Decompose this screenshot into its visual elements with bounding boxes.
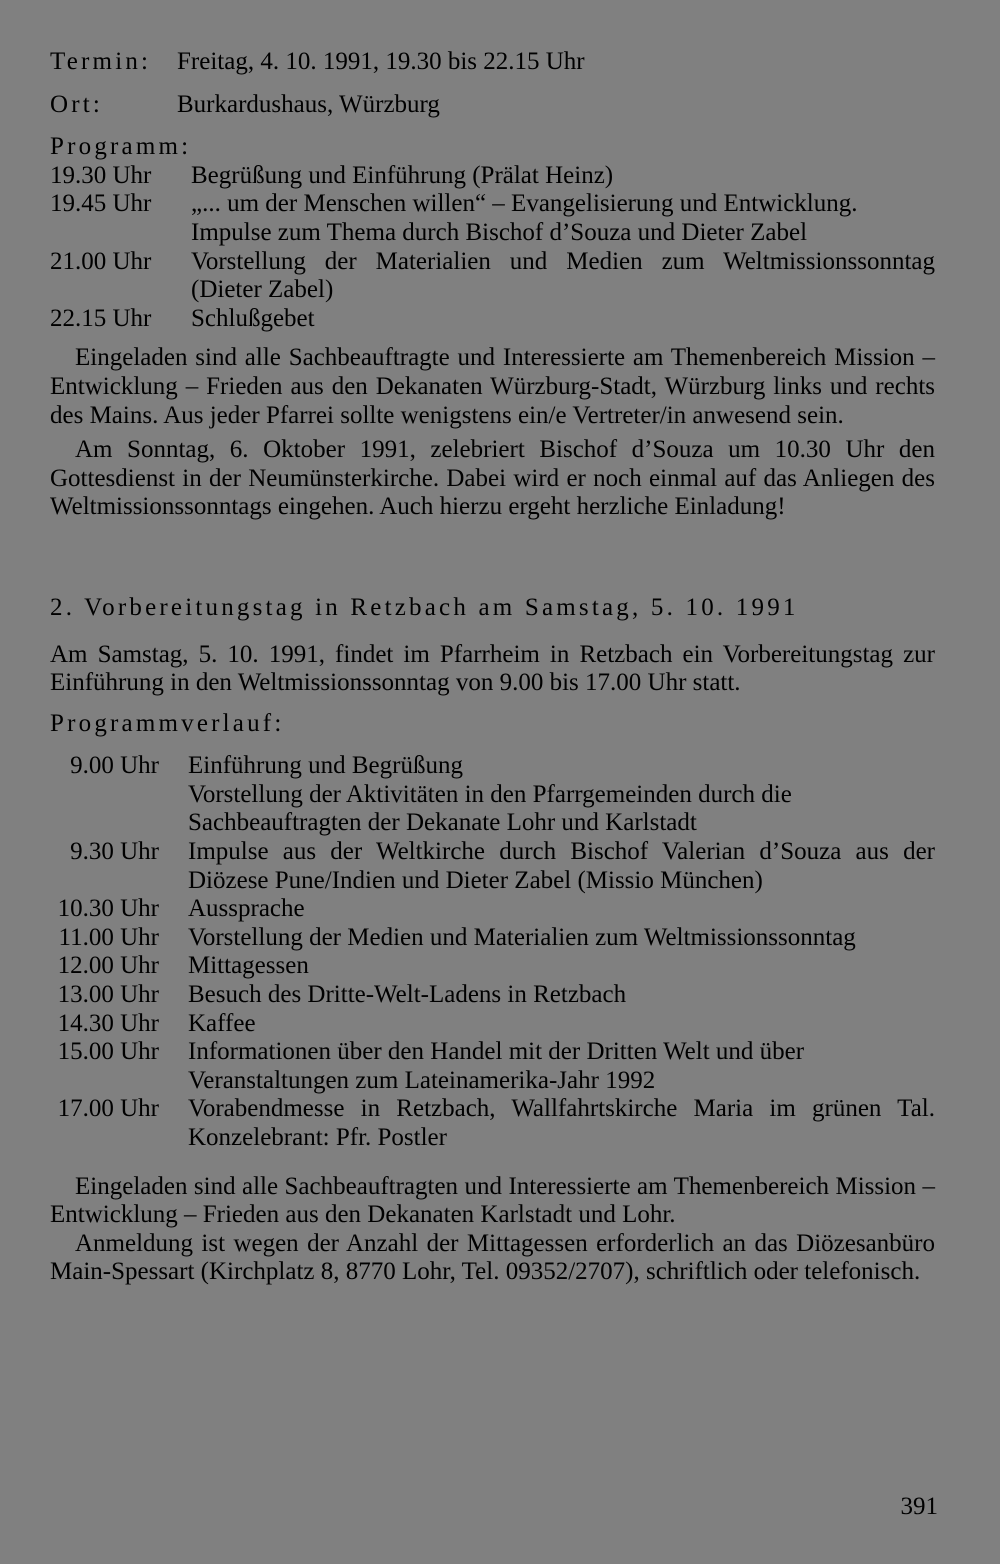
section-title-retzbach: 2. Vorbereitungstag in Retzbach am Samstag, 5. 10. 1991 — [50, 593, 799, 621]
program-text: Besuch des Dritte-Welt-Ladens in Retzbach — [188, 981, 627, 1009]
termin-value: Freitag, 4. 10. 1991, 19.30 bis 22.15 Uhr — [177, 48, 585, 75]
program-row — [50, 838, 935, 895]
program-time: 22.15 Uhr — [50, 304, 152, 332]
program-text: Vorstellung der Aktivitäten in den Pfarrgemeinden durch die Sachbeauftragten der Dekanate Lohr und Karlstadt — [188, 780, 792, 837]
program-row — [50, 190, 935, 247]
program-row — [50, 248, 935, 305]
program-text: Begrüßung und Einführung (Prälat Heinz) — [191, 161, 614, 189]
program-row — [50, 924, 935, 953]
program-row — [50, 1095, 935, 1152]
programm-heading: Programm: — [50, 133, 192, 161]
program-time: 13.00 Uhr — [57, 981, 159, 1009]
program-row — [50, 1010, 935, 1039]
program-text: Mittagessen — [188, 952, 309, 980]
program-time: 9.00 Uhr — [70, 752, 159, 780]
program-row — [50, 1038, 935, 1095]
program-row — [50, 305, 935, 334]
program-text: Schlußgebet — [191, 304, 315, 332]
program-time: 19.45 Uhr — [50, 190, 152, 218]
program-row — [50, 952, 935, 981]
program-time: 19.30 Uhr — [50, 161, 152, 189]
program-time: 21.00 Uhr — [50, 247, 152, 275]
program-text: Einführung und Begrüßung — [188, 752, 463, 780]
program-time: 11.00 Uhr — [58, 923, 159, 951]
termin-line — [50, 48, 935, 77]
retzbach-intro: Am Samstag, 5. 10. 1991, findet im Pfarrheim in Retzbach ein Vorbereitungstag zur Einführung in den Weltmissionssonntag von 9.00 bis 17.00 Uhr statt. — [50, 640, 935, 697]
program-text: „... um der Menschen willen“ – Evangelisierung und Entwicklung. Impulse zum Thema durch Bischof d’Souza und Dieter Zabel — [191, 190, 858, 246]
program-text: Vorstellung der Materialien und Medien zum Weltmissionssonntag (Dieter Zabel) — [191, 247, 935, 304]
program-text: Informationen über den Handel mit der Dritten Welt und über Veranstaltungen zum Lateinamerika-Jahr 1992 — [188, 1038, 805, 1094]
program-time: 10.30 Uhr — [57, 895, 159, 923]
program-time — [50, 781, 188, 838]
program-row — [50, 781, 935, 838]
program-row — [50, 895, 935, 924]
page-number: 391 — [900, 1493, 938, 1520]
program-text: Aussprache — [188, 895, 305, 923]
program-text: Impulse aus der Weltkirche durch Bischof Valerian d’Souza aus der Diözese Pune/Indien und Dieter Zabel (Missio München) — [188, 838, 935, 894]
ort-label: Ort: — [50, 90, 104, 118]
program-row — [50, 752, 935, 781]
ort-line — [50, 91, 935, 120]
invitation-paragraph-2: Eingeladen sind alle Sachbeauftragten und Interessierte am Themenbereich Mission – Entwicklung – Frieden aus den Dekanaten Karlstadt und Lohr. — [50, 1172, 935, 1229]
program-time: 14.30 Uhr — [57, 1009, 159, 1037]
program-row — [50, 981, 935, 1010]
program-text: Vorstellung der Medien und Materialien zum Weltmissionssonntag — [188, 923, 856, 951]
program-list-2 — [50, 752, 935, 1152]
program-list-1 — [50, 162, 935, 334]
program-time: 12.00 Uhr — [57, 952, 159, 980]
program-row — [50, 162, 935, 191]
ort-value: Burkardushaus, Würzburg — [177, 90, 440, 118]
program-time: 17.00 Uhr — [57, 1095, 159, 1123]
termin-label: Termin: — [50, 48, 152, 75]
program-text: Vorabendmesse in Retzbach, Wallfahrtskirche Maria im grünen Tal. Konzelebrant: Pfr. Postler — [188, 1095, 935, 1151]
sunday-mass-paragraph: Am Sonntag, 6. Oktober 1991, zelebriert Bischof d’Souza um 10.30 Uhr den Gottesdienst in der Neumünsterkirche. Dabei wird er noch einmal auf das Anliegen des Weltmissionssonntags eingehen. Auch hierzu ergeht herzliche Einladung! — [50, 436, 935, 521]
page-content — [50, 48, 935, 1287]
program-text: Kaffee — [188, 1009, 256, 1037]
program-time: 9.30 Uhr — [70, 838, 159, 866]
programmverlauf-heading: Programmverlauf: — [50, 709, 285, 737]
registration-paragraph: Anmeldung ist wegen der Anzahl der Mittagessen erforderlich an das Diözesanbüro Main-Spessart (Kirchplatz 8, 8770 Lohr, Tel. 09352/2707), schriftlich oder telefonisch. — [50, 1229, 935, 1286]
program-time: 15.00 Uhr — [57, 1038, 159, 1066]
invitation-paragraph-1: Eingeladen sind alle Sachbeauftragte und Interessierte am Themenbereich Mission – Entwicklung – Frieden aus den Dekanaten Würzburg-Stadt, Würzburg links und rechts des Mains. Aus jeder Pfarrei sollte wenigstens ein/e Vertreter/in anwesend sein. — [50, 344, 935, 429]
